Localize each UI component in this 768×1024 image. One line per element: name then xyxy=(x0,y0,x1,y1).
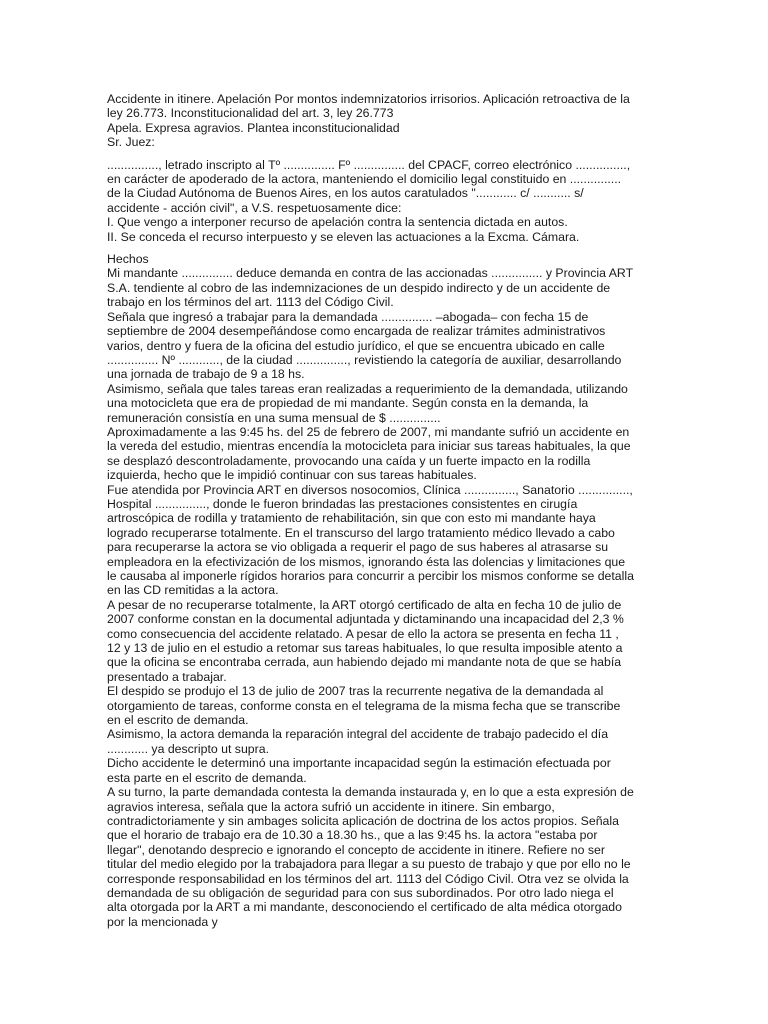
hechos-paragraph: Aproximadamente a las 9:45 hs. del 25 de febrero de 2007, mi mandante sufrió un accidente en la vereda del estudio, mientras encendía la motocicleta para iniciar sus tareas habituales, la que se desplazó descontroladamente, provocando una caída y un fuerte impacto en la rodilla izquierda, hecho que le impidió continuar con sus tareas habituales. xyxy=(107,424,631,483)
intro-section xyxy=(107,158,634,244)
hechos-paragraph: El despido se produjo el 13 de julio de 2007 tras la recurrente negativa de la demandada al otorgamiento de tareas, conforme consta en el telegrama de la misma fecha que se transcribe en el escrito de demanda. xyxy=(107,684,621,728)
title-block xyxy=(107,92,634,135)
hechos-paragraph: Asimismo, la actora demanda la reparación integral del accidente de trabajo padecido el día ............ ya descripto ut supra. xyxy=(107,727,609,756)
hechos-paragraph: Asimismo, señala que tales tareas eran realizadas a requerimiento de la demandada, utilizando una motocicleta que era de propiedad de mi mandante. Según consta en la demanda, la remuneración consistía en una suma mensual de $ ............... xyxy=(107,381,628,425)
hechos-paragraph: Fue atendida por Provincia ART en diversos nosocomios, Clínica ..............., Sanatorio ..............., Hospital ..............., donde le fueron brindadas las prestaciones consistentes en cirugía artroscópica de rodilla y tratamiento de rehabilitación, sin que con esto mi mandante haya logrado recuperarse totalmente. En el transcurso del largo tratamiento médico llevado a cabo para recuperarse la actora se vio obligada a requerir el pago de sus haberes al atrasarse su empleadora en la efectivización de los mismos, ignorando ésta las dolencias y limitaciones que le causaba al imponerle rígidos horarios para concurrir a percibir los mismos conforme se detalla en las CD remitidas a la actora. xyxy=(107,482,634,598)
document-subtitle: Apela. Expresa agravios. Plantea inconstitucionalidad xyxy=(107,120,400,135)
hechos-paragraph: Dicho accidente le determinó una importante incapacidad según la estimación efectuada por esta parte en el escrito de demanda. xyxy=(107,756,611,785)
hechos-paragraph: Señala que ingresó a trabajar para la demandada ............... –abogada– con fecha 15 de septiembre de 2004 desempeñándose como encargada de realizar trámites administrativos varios, dentro y fuera de la oficina del estudio jurídico, el que se encuentra ubicado en calle ............... Nº ............, de la ciudad ..............., revistiendo la categoría de auxiliar, desarrollando una jornada de trabajo de 9 a 18 hs. xyxy=(107,309,622,382)
intro-item-1: I. Que vengo a interponer recurso de apelación contra la sentencia dictada en autos. xyxy=(107,215,568,230)
section-heading-hechos: Hechos xyxy=(107,252,149,267)
intro-item-2: II. Se conceda el recurso interpuesto y se eleven las actuaciones a la Excma. Cámara. xyxy=(107,229,580,244)
hechos-paragraph: A pesar de no recuperarse totalmente, la ART otorgó certificado de alta en fecha 10 de julio de 2007 conforme constan en la documental adjuntada y dictaminando una incapacidad del 2,3 % como consecuencia del accidente relatado. A pesar de ello la actora se presenta en fecha 11 , 12 y 13 de julio en el estudio a retomar sus tareas habituales, lo que resulta imposible atento a que la oficina se encontraba cerrada, aun habiendo dejado mi mandante nota de que se había presentado a trabajar. xyxy=(107,597,624,684)
hechos-section xyxy=(107,252,634,929)
document-body xyxy=(107,92,634,929)
hechos-paragraph: A su turno, la parte demandada contesta la demanda instaurada y, en lo que a esta expresión de agravios interesa, señala que la actora sufrió un accidente in itinere. Sin embargo, contradictoriamente y sin ambages solicita aplicación de doctrina de los actos propios. Señala que el horario de trabajo era de 10.30 a 18.30 hs., que a las 9:45 hs. la actora "estaba por llegar", denotando desprecio e ignorando el concepto de accidente in itinere. Refiere no ser titular del medio elegido por la trabajadora para llegar a su puesto de trabajo y que por ello no le corresponde responsabilidad en los términos del art. 1113 del Código Civil. Otra vez se olvida la demandada de su obligación de seguridad para con sus subordinados. Por otro lado niega el alta otorgada por la ART a mi mandante, desconociendo el certificado de alta médica otorgado por la mencionada y xyxy=(107,785,634,929)
hechos-paragraph: Mi mandante ............... deduce demanda en contra de las accionadas ............... y Provincia ART S.A. tendiente al cobro de las indemnizaciones de un despido indirecto y de un accidente de trabajo en los términos del art. 1113 del Código Civil. xyxy=(107,266,633,310)
document-title: Accidente in itinere. Apelación Por montos indemnizatorios irrisorios. Aplicación retroactiva de la ley 26.773. Inconstitucionalidad del art. 3, ley 26.773 xyxy=(107,92,630,121)
salutation: Sr. Juez: xyxy=(107,135,155,150)
intro-paragraph: ..............., letrado inscripto al Tº ............... Fº ............... del CPACF, correo electrónico ..............., en carácter de apoderado de la actora, manteniendo el domicilio legal constituido en ............... de la Ciudad Autónoma de Buenos Aires, en los autos caratulados "............ c/ ........... s/ accidente - acción civil", a V.S. respetuosamente dice: xyxy=(107,157,631,215)
